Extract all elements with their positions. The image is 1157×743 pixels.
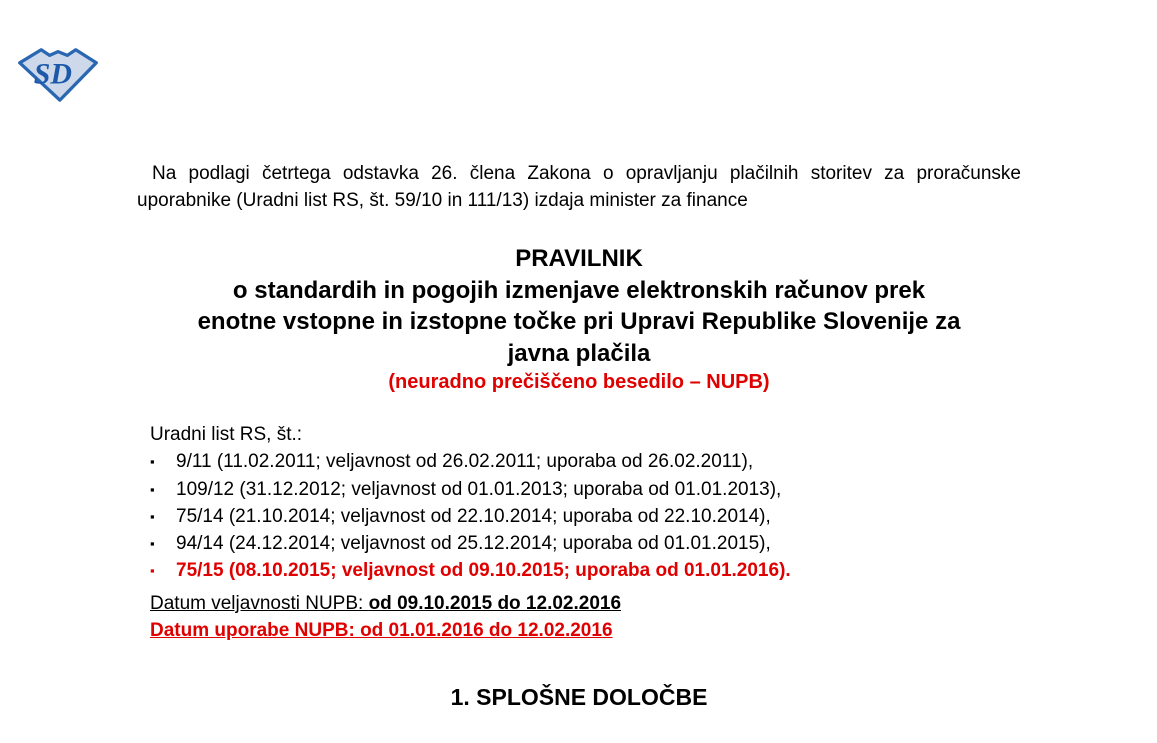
bullet-square-icon: ▪ xyxy=(150,563,155,579)
gazette-item-text: 75/15 (08.10.2015; veljavnost od 09.10.2015; uporaba od 01.01.2016). xyxy=(176,560,791,582)
bullet-square-icon: ▪ xyxy=(150,536,155,552)
list-item xyxy=(150,448,1021,475)
list-item-highlighted-red xyxy=(150,557,1021,584)
gazette-heading: Uradni list RS, št.: xyxy=(150,424,303,445)
usage-date-line: Datum uporabe NUPB: od 01.01.2016 do 12.02.2016 xyxy=(150,619,613,641)
list-item xyxy=(150,476,1021,503)
title-line-3: enotne vstopne in izstopne točke pri Upravi Republike Slovenije za xyxy=(197,308,961,335)
validity-label: Datum veljavnosti NUPB: xyxy=(150,592,369,614)
bullet-square-icon: ▪ xyxy=(150,454,155,470)
section-heading: 1. SPLOŠNE DOLOČBE xyxy=(450,683,708,710)
title-line-1: PRAVILNIK xyxy=(515,245,643,272)
gazette-item-text: 9/11 (11.02.2011; veljavnost od 26.02.2011; uporaba od 26.02.2011), xyxy=(176,451,754,473)
document-content xyxy=(137,160,1021,711)
gazette-item-text: 109/12 (31.12.2012; veljavnost od 01.01.2013; uporaba od 01.01.2013), xyxy=(176,478,782,500)
list-item xyxy=(150,530,1021,557)
nupb-dates xyxy=(150,590,1021,644)
title-line-2: o standardih in pogojih izmenjave elektronskih računov prek xyxy=(232,276,926,304)
bullet-square-icon: ▪ xyxy=(150,508,155,524)
bullet-square-icon: ▪ xyxy=(150,481,155,497)
validity-value: od 09.10.2015 do 12.02.2016 xyxy=(368,592,622,614)
gazette-item-text: 94/14 (24.12.2014; veljavnost od 25.12.2014; uporaba od 01.01.2015), xyxy=(176,533,771,555)
validity-date-line xyxy=(150,590,1021,617)
title-line-4: javna plačila xyxy=(507,339,651,367)
gazette-item-text: 75/14 (21.10.2014; veljavnost od 22.10.2014; uporaba od 22.10.2014), xyxy=(176,505,771,527)
list-item xyxy=(150,503,1021,530)
logo-letters: SD xyxy=(33,57,72,91)
document-title xyxy=(137,243,1021,369)
gazette-list xyxy=(150,421,1021,585)
intro-paragraph: Na podlagi četrtega odstavka 26. člena Zakona o opravljanju plačilnih storitev za proračunske uporabnike (Uradni list RS, št. 59/10 in 111/13) izdaja minister za finance xyxy=(137,163,1021,211)
sd-shield-logo-icon xyxy=(16,44,100,104)
nupb-subtitle: (neuradno prečiščeno besedilo – NUPB) xyxy=(388,371,770,393)
